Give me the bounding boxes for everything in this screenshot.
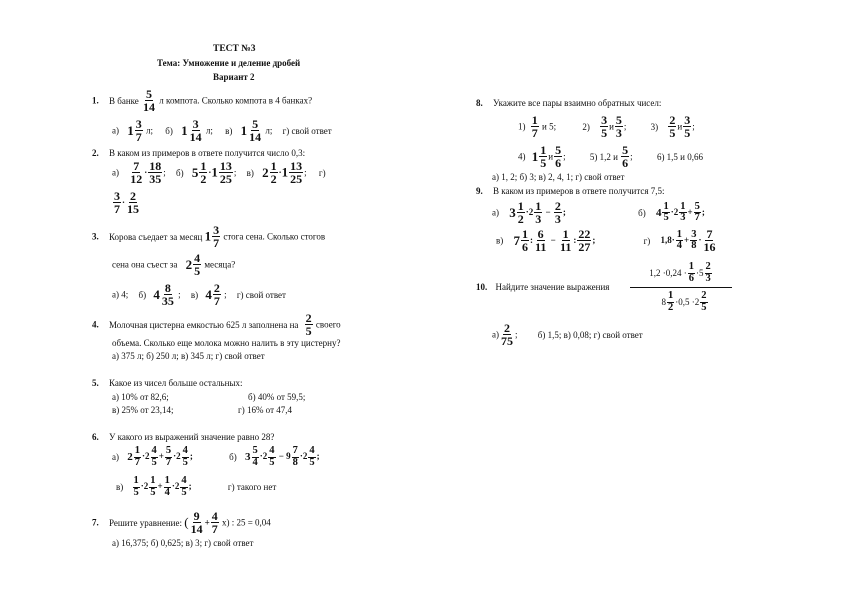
q6-option-d: г) такого нет — [227, 482, 277, 492]
q8-pair3-frac1: $\frac{2}{5}$ — [669, 113, 676, 140]
q1-option-a-frac: $\frac{3}{7}$ — [135, 117, 142, 144]
q3-text-b: стога сена. Сколько стогов — [223, 231, 326, 242]
q7-number: 7. — [92, 517, 99, 528]
q6-text: У какого из выражений значение равно 28? — [109, 432, 275, 442]
q3-number: 3. — [92, 231, 99, 242]
q10-option-a-label: а) — [492, 329, 499, 340]
q2-b-whole1: 5 — [191, 164, 199, 180]
q2-d-frac2: $\frac{2}{15}$ — [127, 189, 140, 216]
q9-option-c-expr: 7 $\frac{1}{6}$ : $\frac{6}{11}$ − $\frac{1}{11}$ : $\frac{22}{27}$ ; — [513, 227, 598, 254]
q8-row1: 1) $\frac{1}{7}$ и 5; 2) $\frac{3}{5}$ и $\frac{5}{3}$ ; 3) $\frac{2}{5}$ и $\frac{3}{5}$ ; — [518, 113, 695, 140]
q8-pair2-frac1: $\frac{3}{5}$ — [601, 113, 608, 140]
q1-option-c-frac: $\frac{5}{14}$ — [249, 117, 262, 144]
q6-number: 6. — [92, 432, 99, 442]
q3-c-frac: $\frac{2}{7}$ — [213, 281, 220, 308]
q8-number: 8. — [476, 98, 483, 108]
test-title: ТЕСТ №3 — [213, 44, 256, 54]
question-2 — [92, 148, 305, 158]
q8-pair6: 6) 1,5 и 0,66 — [656, 151, 704, 162]
q1-option-c-unit: л; — [265, 125, 273, 136]
q10-options-rest: б) 1,5; в) 0,08; г) свой ответ — [537, 329, 643, 340]
q8-pair3-label: 3) — [650, 121, 659, 132]
q1-option-d: г) свой ответ — [282, 125, 332, 136]
q8-pair2-label: 2) — [582, 121, 590, 132]
q9-option-d-label: г) — [643, 235, 651, 246]
q5-option-b: б) 40% от 59,5; — [248, 392, 306, 402]
q1-option-c-whole: 1 — [240, 122, 248, 138]
q6-option-a-label: а) — [112, 452, 119, 462]
question-5 — [92, 378, 242, 388]
q10-numerator: 1,2 ·0,24 · $\frac{1}{6}$ ·5 $\frac{2}{3}$ — [649, 261, 711, 284]
question-3 — [92, 224, 325, 249]
q8-pair3-frac2: $\frac{3}{5}$ — [684, 113, 691, 140]
q8-pair4-label: 4) — [518, 151, 526, 162]
q10-answers: а) $\frac{2}{75}$ ; б) 1,5; в) 0,08; г) свой ответ — [492, 321, 643, 348]
q8-pair1-frac: $\frac{1}{7}$ — [531, 113, 538, 140]
q2-b-frac1: $\frac{1}{2}$ — [200, 159, 207, 186]
q1-option-b-label: б) — [165, 125, 173, 136]
q7-text-a: Решите уравнение: — [109, 517, 182, 528]
q1-number: 1. — [92, 95, 99, 106]
q3-fraction2: $\frac{4}{5}$ — [194, 251, 201, 278]
q10-number: 10. — [476, 282, 488, 292]
q8-pair4-frac1: $\frac{1}{5}$ — [540, 143, 547, 170]
q4-text-b: своего — [315, 319, 341, 330]
q4-line2: объема. Сколько еще молока можно налить в эту цистерну? — [112, 338, 341, 348]
q8-pair5-label: 5) 1,2 и — [589, 151, 618, 162]
question-10 — [476, 282, 609, 292]
q1-fraction: $\frac{5}{14}$ — [143, 87, 156, 114]
q6-row1 — [112, 446, 320, 468]
q1-answers — [112, 118, 332, 143]
q3-option-b-label: б) — [138, 289, 147, 300]
q3-line2-a: сена она съест за — [112, 259, 178, 270]
q9-row2 — [496, 228, 717, 253]
q8-pair2-frac2: $\frac{5}{3}$ — [615, 113, 622, 140]
q4-text-a: Молочная цистерна емкостью 625 л заполнена на — [109, 319, 299, 330]
q3-line2-b: месяца? — [204, 259, 236, 270]
q1-option-b-unit: л; — [205, 125, 213, 136]
q9-option-c-label: в) — [496, 235, 504, 246]
q3-option-a: а) 4; — [112, 289, 129, 300]
q3-answers: а) 4; б) 4 $\frac{8}{35}$ ; в) 4 $\frac{2}{7}$ ; г) свой ответ — [112, 281, 286, 308]
q6-option-c-label: в) — [116, 482, 124, 492]
q2-option-d-expr: $\frac{3}{7}$ · $\frac{2}{15}$ — [114, 189, 140, 216]
test-topic: Тема: Умножение и деление дробей — [157, 58, 301, 68]
q1-option-c-label: в) — [225, 125, 233, 136]
q10-text: Найдите значение выражения — [495, 282, 610, 292]
q4-number: 4. — [92, 319, 99, 330]
q9-option-a-label: а) — [492, 207, 499, 218]
q9-option-a-expr: 3 $\frac{1}{2}$ ·2 $\frac{1}{3}$ − $\frac{2}{3}$ ; — [509, 199, 569, 226]
q5-option-c: в) 25% от 23,14; — [112, 405, 174, 415]
q6-option-b-label: б) — [229, 452, 237, 462]
q2-c-frac1: $\frac{1}{2}$ — [270, 159, 277, 186]
q8-pair4-frac2: $\frac{5}{6}$ — [555, 143, 562, 170]
q2-a-frac2: $\frac{18}{35}$ — [149, 159, 162, 186]
q1-text-a: В банке — [109, 95, 139, 106]
q3-b-frac: $\frac{8}{35}$ — [161, 281, 174, 308]
q2-d-frac1: $\frac{3}{7}$ — [114, 189, 120, 216]
q10-option-a-frac: $\frac{2}{75}$ — [501, 321, 513, 348]
q2-answers: а) $\frac{7}{12}$ · $\frac{18}{35}$ ; б) 5 $\frac{1}{2}$ ·1 $\frac{13}{25}$ ; в) 2 $\frac{1}{2}$ ·1 $\frac{13}{25}$ ; г) — [112, 159, 326, 186]
q6-option-b-expr: 3 $\frac{5}{4}$ ·2 $\frac{4}{5}$ − 9 $\frac{7}{8}$ ·2 $\frac{4}{5}$ ; — [245, 445, 320, 468]
q2-b-frac2: $\frac{13}{25}$ — [219, 159, 232, 186]
q3-whole2: 2 — [185, 256, 193, 272]
q9-option-d-expr: 1,8· $\frac{1}{4}$ + $\frac{3}{8}$ · $\frac{7}{16}$ — [660, 227, 716, 254]
q10-denominator: 8 $\frac{1}{2}$ ·0,5 ·2 $\frac{2}{5}$ — [661, 290, 707, 313]
q8-text: Укажите все пары взаимно обратных чисел: — [493, 98, 662, 108]
q5-text: Какое из чисел больше остальных: — [109, 378, 243, 388]
question-9 — [476, 186, 665, 196]
q9-number: 9. — [476, 186, 483, 196]
q1-option-b-whole: 1 — [181, 122, 188, 138]
q1-text-b: л компота. Сколько компота в 4 банках? — [159, 95, 313, 106]
q3-c-whole: 4 — [205, 286, 212, 302]
q2-b-whole2: 1 — [211, 164, 218, 180]
q2-number: 2. — [92, 148, 99, 158]
q3-line2 — [112, 252, 235, 277]
q8-pair1-text: и 5; — [542, 121, 557, 132]
q6-option-a-expr: 2 $\frac{1}{7}$ ·2 $\frac{4}{5}$ + $\frac{5}{7}$ ·2 $\frac{4}{5}$ ; — [127, 445, 196, 468]
q8-pair5-frac: $\frac{5}{6}$ — [622, 143, 629, 170]
q6-row2 — [116, 476, 276, 498]
q8-pair1-label: 1) — [518, 121, 526, 132]
q2-c-frac2: $\frac{13}{25}$ — [290, 159, 303, 186]
q1-option-b-frac: $\frac{3}{14}$ — [189, 117, 202, 144]
q7-answers: а) 16,375; б) 0,625; в) 3; г) свой ответ — [112, 538, 254, 548]
question-4 — [92, 312, 341, 337]
question-1 — [92, 88, 312, 113]
q9-option-b-expr: 4 $\frac{1}{5}$ ·2 $\frac{1}{3}$ + $\frac{5}{7}$ ; — [655, 200, 705, 223]
q2-c-whole1: 2 — [262, 164, 269, 180]
question-6 — [92, 432, 274, 442]
q3-b-whole: 4 — [153, 286, 160, 302]
q8-row2: 4) 1 $\frac{1}{5}$ и $\frac{5}{6}$ ; 5) 1,2 и $\frac{5}{6}$ ; 6) 1,5 и 0,66 — [518, 143, 704, 170]
q5-option-a: а) 10% от 82,6; — [112, 392, 169, 402]
q1-option-a-unit: л; — [146, 125, 153, 136]
question-7: 7. Решите уравнение: ( $\frac{9}{14}$ + $\frac{4}{7}$ x) : 25 = 0,04 — [92, 509, 271, 536]
q2-a-frac1: $\frac{7}{12}$ — [130, 159, 143, 186]
q2-option-d-label: г) — [318, 167, 326, 178]
test-variant: Вариант 2 — [213, 72, 255, 82]
q4-answers: а) 375 л; б) 250 л; в) 345 л; г) свой ответ — [112, 351, 265, 361]
q3-option-d: г) свой ответ — [236, 289, 286, 300]
question-8 — [476, 98, 661, 108]
q3-fraction: $\frac{3}{7}$ — [213, 223, 220, 250]
q2-option-a-label: а) — [112, 167, 119, 178]
q9-row1 — [492, 200, 705, 225]
q2-c-whole2: 1 — [281, 164, 289, 180]
q6-option-c-expr: $\frac{1}{5}$ ·2 $\frac{1}{5}$ + $\frac{1}{4}$ ·2 $\frac{4}{5}$ ; — [133, 475, 194, 498]
q2-text: В каком из примеров в ответе получится число 0,3: — [109, 148, 306, 158]
q7-frac2: $\frac{4}{7}$ — [211, 509, 218, 536]
q9-option-b-label: б) — [638, 207, 646, 218]
q2-option-c-label: в) — [246, 167, 254, 178]
q8-answers: а) 1, 2; б) 3; в) 2, 4, 1; г) свой ответ — [492, 172, 625, 182]
q10-fraction-bar — [630, 287, 732, 288]
q1-option-a-label: а) — [112, 125, 119, 136]
q7-frac1: $\frac{9}{14}$ — [190, 509, 203, 536]
q3-text-a: Корова съедает за месяц — [109, 231, 203, 242]
q7-text-b: x) : 25 = 0,04 — [221, 517, 271, 528]
q3-option-c-label: в) — [190, 289, 199, 300]
q5-number: 5. — [92, 378, 99, 388]
q3-whole: 1 — [204, 228, 212, 244]
q9-text: В каком из примеров в ответе получится 7,5: — [493, 186, 665, 196]
q5-option-d: г) 16% от 47,4 — [238, 405, 292, 415]
q2-option-b-label: б) — [176, 167, 184, 178]
q1-option-a-whole: 1 — [127, 122, 134, 138]
q4-fraction: $\frac{2}{5}$ — [305, 311, 312, 338]
